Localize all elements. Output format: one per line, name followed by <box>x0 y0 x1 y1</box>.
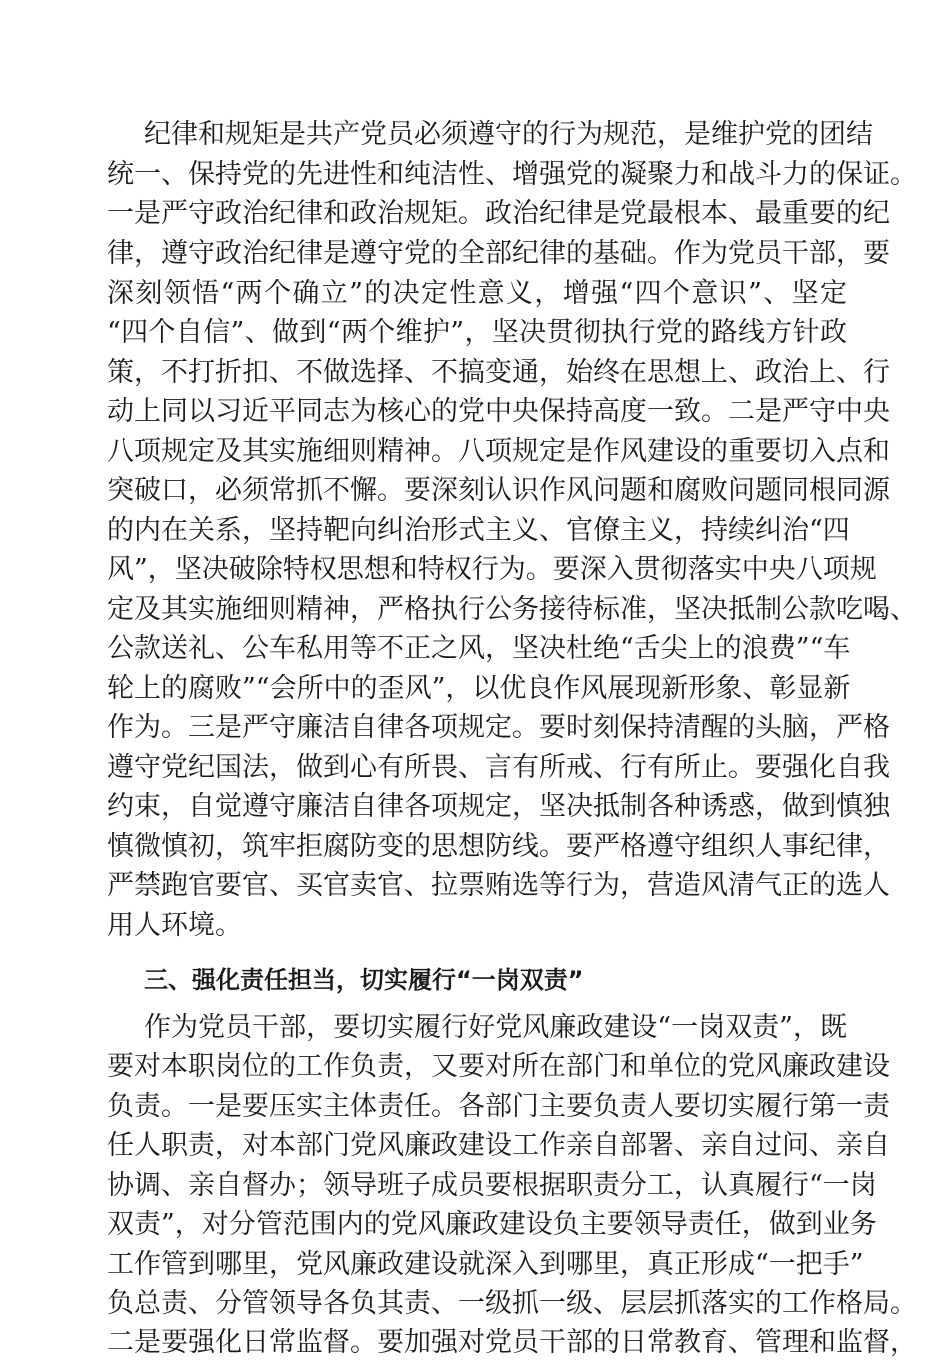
text-line: 遵守党纪国法，做到心有所畏、言有所戒、行有所止。要强化自我 <box>107 752 890 783</box>
text-line: 轮上的腐败”“会所中的歪风”，以优良作风展现新形象、彰显新 <box>107 673 851 704</box>
text-line: 突破口，必须常抓不懈。要深刻认识作风问题和腐败问题同根同源 <box>107 475 890 506</box>
text-line: 负责。一是要压实主体责任。各部门主要负责人要切实履行第一责 <box>107 1091 890 1122</box>
text-line: 双责”，对分管范围内的党风廉政建设负主要领导责任，做到业务 <box>107 1209 877 1240</box>
text-line: 一是严守政治纪律和政治规矩。政治纪律是党最根本、最重要的纪 <box>107 198 890 229</box>
text-line: 策，不打折扣、不做选择、不搞变通，始终在思想上、政治上、行 <box>107 357 890 388</box>
text-line: 负总责、分管领导各负其责、一级抓一级、层层抓落实的工作格局。 <box>107 1288 917 1319</box>
text-line: 统一、保持党的先进性和纯洁性、增强党的凝聚力和战斗力的保证。 <box>107 159 917 190</box>
text-line: 要对本职岗位的工作负责，又要对所在部门和单位的党风廉政建设 <box>107 1051 890 1082</box>
text-line: 作为。三是严守廉洁自律各项规定。要时刻保持清醒的头脑，严格 <box>107 712 890 743</box>
text-line: 协调、亲自督办；领导班子成员要根据职责分工，认真履行“一岗 <box>107 1170 877 1201</box>
text-line: 二是要强化日常监督。要加强对党员干部的日常教育、管理和监督， <box>107 1327 917 1358</box>
text-line: 风”，坚决破除特权思想和特权行为。要深入贯彻落实中央八项规 <box>107 554 877 585</box>
text-line: 作为党员干部，要切实履行好党风廉政建设“一岗双责”，既 <box>144 1012 847 1043</box>
section-heading: 三、强化责任担当，切实履行“一岗双责” <box>144 966 584 994</box>
text-line: 深刻领悟“两个确立”的决定性意义，增强“四个意识”、坚定 <box>107 278 847 309</box>
text-line: 纪律和规矩是共产党员必须遵守的行为规范，是维护党的团结 <box>144 119 873 150</box>
text-line: “四个自信”、做到“两个维护”，坚决贯彻执行党的路线方针政 <box>107 317 847 348</box>
text-line: 任人职责，对本部门党风廉政建设工作亲自部署、亲自过问、亲自 <box>107 1130 890 1161</box>
text-line: 约束，自觉遵守廉洁自律各项规定，坚决抵制各种诱惑，做到慎独 <box>107 791 890 822</box>
text-line: 的内在关系，坚持靶向纠治形式主义、官僚主义，持续纠治“四 <box>107 515 850 546</box>
text-line: 公款送礼、公车私用等不正之风，坚决杜绝“舌尖上的浪费”“车 <box>107 633 851 664</box>
text-line: 工作管到哪里，党风廉政建设就深入到哪里，真正形成“一把手” <box>107 1249 864 1280</box>
text-line: 八项规定及其实施细则精神。八项规定是作风建设的重要切入点和 <box>107 436 890 467</box>
text-line: 用人环境。 <box>107 910 242 941</box>
text-line: 严禁跑官要官、买官卖官、拉票贿选等行为，营造风清气正的选人 <box>107 870 890 901</box>
text-line: 律，遵守政治纪律是遵守党的全部纪律的基础。作为党员干部，要 <box>107 238 890 269</box>
text-line: 定及其实施细则精神，严格执行公务接待标准，坚决抵制公款吃喝、 <box>107 594 917 625</box>
text-line: 动上同以习近平同志为核心的党中央保持高度一致。二是严守中央 <box>107 396 890 427</box>
text-line: 慎微慎初，筑牢拒腐防变的思想防线。要严格遵守组织人事纪律， <box>107 831 890 862</box>
